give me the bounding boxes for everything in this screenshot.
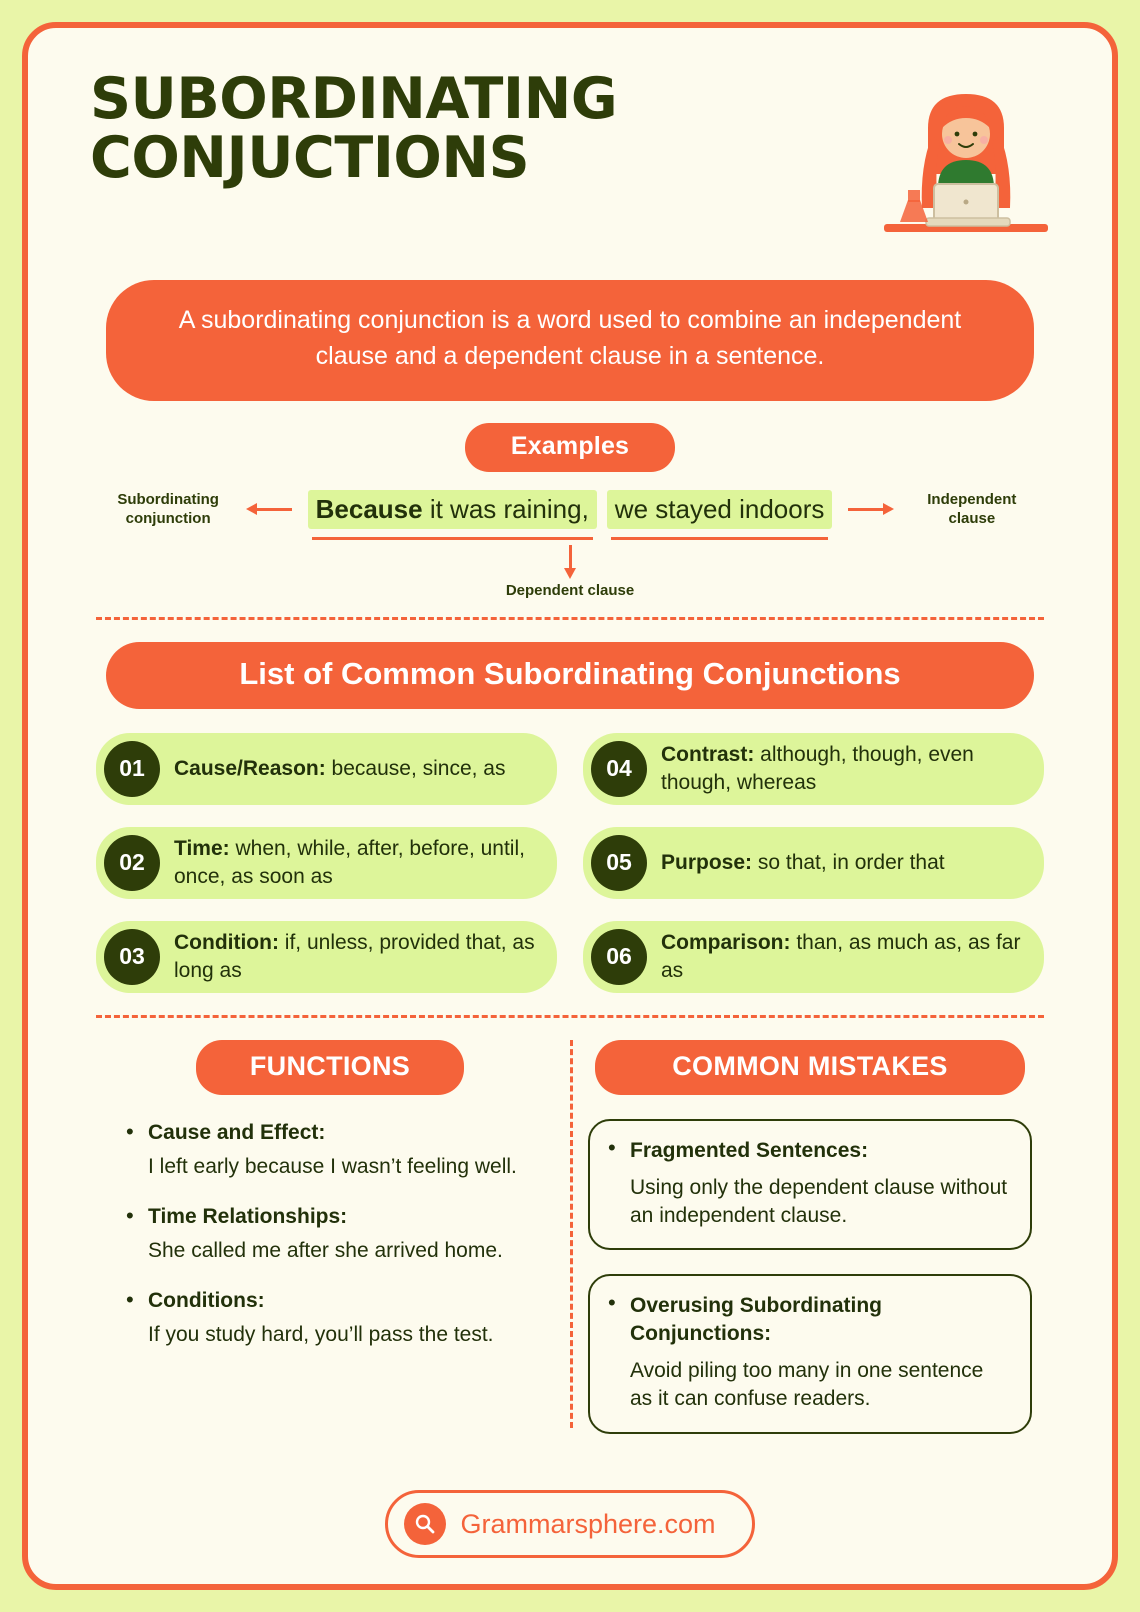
function-title: • Cause and Effect: [148,1120,326,1144]
divider-1 [96,617,1044,620]
magnifier-icon [404,1503,446,1545]
list-item [96,733,557,805]
item-label: Purpose: [661,850,753,874]
divider-2 [96,1015,1044,1018]
item-text [661,929,1028,984]
functions-heading: FUNCTIONS [196,1040,464,1095]
item-number: 02 [104,835,160,891]
item-number: 04 [591,741,647,797]
conjunction-categories-grid [96,733,1044,993]
list-item [583,733,1044,805]
function-title: • Conditions: [148,1288,265,1312]
list-item [606,1292,1010,1413]
mistake-description: Avoid piling too many in one sentence as it can confuse readers. [630,1359,984,1411]
dependent-clause-callout [28,545,1112,599]
definition-banner: A subordinating conjunction is a word used to combine an independent clause and a dependent clause in a sentence. [106,280,1034,401]
independent-clause-label: Independent clause [927,490,1017,527]
item-label: Condition: [174,930,279,954]
arrow-left-icon [246,500,298,518]
function-example: If you study hard, you’ll pass the test. [148,1322,494,1346]
list-item [126,1205,552,1263]
examples-heading: Examples [465,423,675,472]
dependent-clause-label: Dependent clause [505,581,635,599]
header [28,28,1112,246]
list-item [583,921,1044,993]
mistake-title: • Overusing Subordinating Conjunctions: [630,1294,883,1345]
item-number: 05 [591,835,647,891]
independent-clause-chunk: we stayed indoors [607,490,833,529]
item-label: Comparison: [661,930,791,954]
conjunction-word: Because [315,493,423,524]
footer-site-name: Grammarsphere.com [460,1508,716,1539]
common-mistakes-heading: COMMON MISTAKES [595,1040,1025,1095]
common-mistakes-column [570,1040,1050,1434]
item-text [661,741,1028,796]
item-text [661,849,945,877]
item-text [174,929,541,984]
list-item [126,1121,552,1179]
dependent-clause-rest: it was raining, [422,493,589,524]
item-text [174,755,506,783]
mistake-card [588,1274,1032,1433]
vertical-divider [570,1040,573,1428]
mistake-description: Using only the dependent clause without an independent clause. [630,1175,1008,1228]
functions-list [108,1121,552,1347]
mistake-card [588,1119,1032,1251]
bottom-sections [90,1040,1050,1434]
arrow-down-icon [563,545,577,579]
example-diagram [28,490,1112,529]
arrow-right-icon [842,500,894,518]
list-item [96,921,557,993]
item-value: when, while, after, before, until, once, as soon as [174,836,525,888]
item-number: 01 [104,741,160,797]
footer [28,1490,1112,1558]
list-item [126,1289,552,1347]
item-label: Time: [174,836,230,860]
item-number: 06 [591,929,647,985]
item-number: 03 [104,929,160,985]
mistake-title: • Fragmented Sentences: [630,1138,869,1162]
item-label: Contrast: [661,742,755,766]
footer-brand-pill[interactable] [385,1490,754,1558]
item-value: because, since, as [325,756,506,780]
functions-column [90,1040,570,1434]
page-title: SUBORDINATING CONJUCTIONS [90,66,618,192]
item-label: Cause/Reason: [174,756,326,780]
item-text [174,835,541,890]
woman-at-laptop-illustration [876,76,1056,246]
subordinating-conjunction-label: Subordinating conjunction [117,490,219,527]
poster-card [22,22,1118,1590]
item-value: so that, in order that [752,850,945,874]
function-example: I left early because I wasn’t feeling well. [148,1154,517,1178]
item-value: than, as much as, as far as [661,930,1021,982]
function-example: She called me after she arrived home. [148,1238,503,1262]
list-item [583,827,1044,899]
example-sentence [308,490,833,529]
dependent-clause-chunk [308,490,597,529]
list-section-heading: List of Common Subordinating Conjunctions [106,642,1034,709]
item-value: if, unless, provided that, as long as [174,930,535,982]
item-value: although, though, even though, whereas [661,742,974,794]
function-title: • Time Relationships: [148,1204,348,1228]
list-item [606,1137,1010,1231]
list-item [96,827,557,899]
